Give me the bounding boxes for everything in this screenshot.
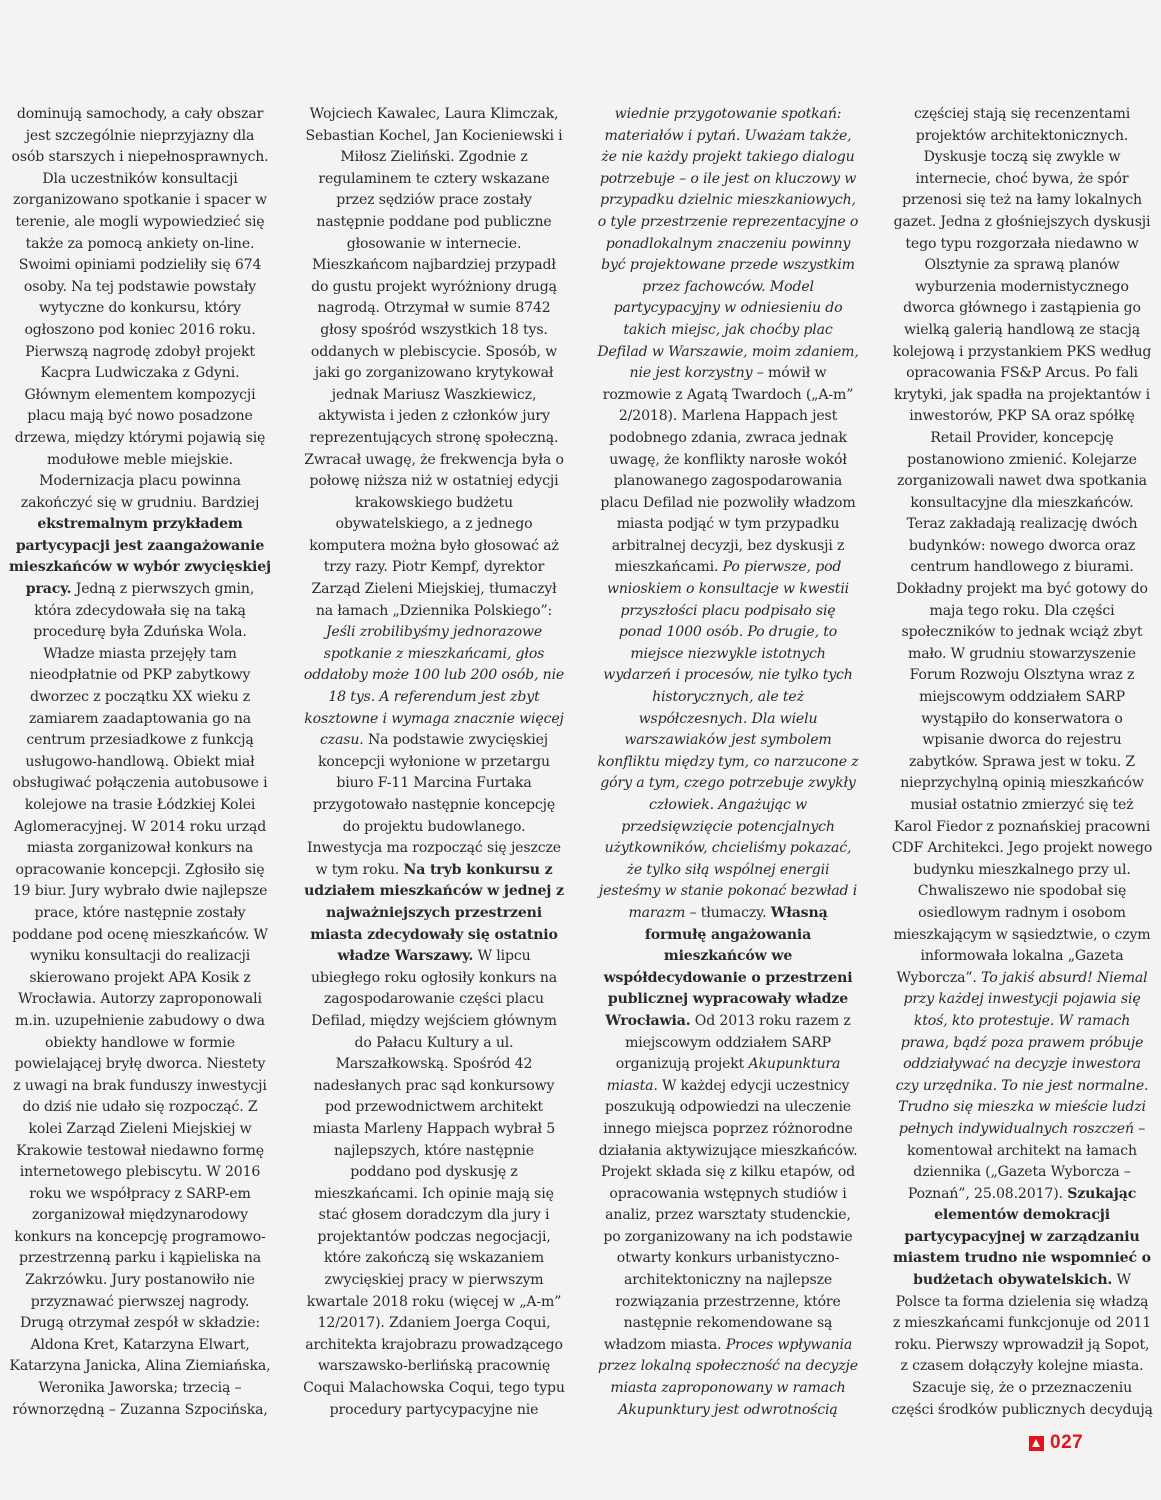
page-number: 027 (1050, 1432, 1084, 1453)
body-text: dominują samochody, a cały obszar jest szczególnie nieprzyjazny dla osób starszych i niepełnosprawnych. Dla uczestników konsultacji zorganizowano spotkanie i spacer w terenie, ale mogli wypowiedzieć się także za pomocą ankiety on-line. Swoimi opiniami podzieliły się 674 osoby. Na tej podstawie powstały wytyczne do konkursu, który ogłoszono pod koniec 2016 roku. Pierwszą nagrodę zdobył projekt Kacpra Ludwiczaka z Gdyni. Głównym elementem kompozycji placu mają być nowo posadzone drzewa, między którymi pojawią się modułowe meble miejskie. Modernizacja placu powinna zakończyć się w grudniu. Bardziej (11, 106, 269, 511)
body-text: Na podstawie zwycięskiej koncepcji wyłonione w przetargu biuro F-11 Marcina Furtaka przygotowało następnie koncepcję do projektu budowlanego. Inwestycja ma rozpocząć się jeszcze w tym roku. (307, 732, 561, 878)
body-text: Wojciech Kawalec, Laura Klimczak, Sebastian Kochel, Jan Kocieniewski i Miłosz Zieliński. Zgodnie z regulaminem te cztery wskazane przez sędziów prace zostały następnie poddane pod publiczne głosowanie w internecie. Mieszkańcom najbardziej przypadł do gustu projekt wyróżniony drugą nagrodą. Otrzymał w sumie 8742 głosy spośród wszystkich 18 tys. oddanych w plebiscycie. Sposób, w jaki go zorganizowano krytykował jednak Mariusz Waszkiewicz, aktywista i jeden z członków jury reprezentujących stronę społeczną. Zwracał uwagę, że frekwencja była o połowę niższa niż w ostatniej edycji krakowskiego budżetu obywatelskiego, a z jednego komputera można było głosować aż trzy razy. Piotr Kempf, dyrektor Zarząd Zieleni Miejskiej, tłumaczył na łamach „Dziennika Polskiego”: (304, 106, 564, 619)
body-text: częściej stają się recenzentami projektów architektonicznych. Dyskusje toczą się zwykle w internecie, choć bywa, że spór przenosi się też na łamy lokalnych gazet. Jedna z głośniejszych dyskusji tego typu rozgorzała niedawno w Olsztynie za sprawą planów wyburzenia modernistycznego dworca głównego i zastąpienia go wielką galerią handlową ze stacją kolejową i przystankiem PKS według opracowania FS&P Arcus. Po fali krytyki, jak spadła na projektantów i inwestorów, PKP SA oraz spółkę Retail Provider, koncepcję postanowiono zmienić. Kolejarze zorganizowali nawet dwa spotkania konsultacyjne dla mieszkańców. Teraz zakładają realizację dwóch budynków: nowego dworca oraz centrum handlowego z biurami. Dokładny projekt ma być gotowy do maja tego roku. Dla części społeczników to jednak wciąż zbyt mało. W grudniu stowarzyszenie Forum Rozwoju Olsztyna wraz z miejscowym oddziałem SARP wystąpiło do konserwatora o wpisanie dworca do rejestru zabytków. Sprawa jest w toku. Z nieprzychylną opinią mieszkańców musiał ostatnio zmierzyć się też Karol Fiedor z poznańskiej pracowni CDF Architekci. Jego projekt nowego budynku mieszkalnego przy ul. Chwaliszewo nie spodobał się osiedlowym radnym i osobom mieszkającym w sąsiedztwie, o czym informowała lokalna „Gazeta Wyborcza”. (891, 106, 1153, 986)
column-4-text (891, 104, 1153, 1419)
column-2 (303, 104, 565, 1419)
bold-lead-in: ekstremalnym przykładem partycypacji jest zaangażowanie mieszkańców w wybór zwycięskiej pracy. (9, 516, 271, 598)
bold-lead-in: Szukając elementów demokracji partycypacyjnej w zarządzaniu miastem trudno nie wspomnieć o budżetach obywatelskich. (893, 1185, 1151, 1289)
column-1 (9, 104, 271, 1419)
column-3-text (597, 104, 859, 1419)
italic-quote: Jeśli zrobilibyśmy jednorazowe spotkanie z mieszkańcami, głos oddałoby może 100 lub 200 osób, nie 18 tys. A referendum jest zbyt kosztowne i wymaga znacznie więcej czasu. (303, 624, 565, 749)
body-text: – mówił w rozmowie z Agatą Twardoch („A-m” 2/2018). Marlena Happach jest podobnego zdania, zwraca jednak uwagę, że konflikty narosłe wokół planowanego zagospodarowania placu Defilad nie pozwoliły władzom miasta podjąć w tym przypadku arbitralnej decyzji, bez dyskusji z mieszkańcami. (600, 365, 856, 576)
column-4 (891, 104, 1153, 1419)
italic-quote: wiednie przygotowanie spotkań: materiałów i pytań. Uważam także, że nie każdy projekt takiego dialogu potrzebuje – o ile jest on kluczowy w przypadku dzielnic mieszkaniowych, o tyle przestrzenie reprezentacyjne o ponadlokalnym znaczeniu powinny być projektowane przede wszystkim przez fachowców. Model partycypacyjny w odniesieniu do takich miejsc, jak choćby plac Defilad w Warszawie, moim zdaniem, nie jest korzystny (597, 106, 859, 382)
body-text: W każdej edycji uczestnicy poszukują odpowiedzi na uleczenie innego miejsca poprzez różnorodne działania aktywizujące mieszkańców. Projekt składa się z kilku etapów, od opracowania wstępnych studiów i analiz, przez warsztaty studenckie, po zorganizowany na ich podstawie otwarty konkurs urbanistyczno-architektoniczny na najlepsze rozwiązania przestrzenne, które następnie rekomendowane są władzom miasta. (598, 1077, 858, 1353)
italic-quote: To jakiś absurd! Niemal przy każdej inwestycji pojawia się ktoś, kto protestuje. W ramach prawa, bądź poza prawem próbuje oddziaływać na decyzje inwestora czy urzędnika. To nie jest normalne. Trudno się mieszka w mieście ludzi pełnych indywidualnych roszczeń (895, 969, 1149, 1137)
a-m-logo-icon (1029, 1436, 1044, 1451)
italic-quote: Po pierwsze, pod wnioskiem o konsultacje w kwestii przyszłości placu podpisało się ponad 1000 osób. Po drugie, to miejsce niezwykle istotnych wydarzeń i procesów, nie tylko tych historycznych, ale też współczesnych. Dla wielu warszawiaków jest symbolem konfliktu między tym, co narzucone z góry a tym, czego potrzebuje zwykły człowiek. Angażując w przedsięwzięcie potencjalnych użytkowników, chcieliśmy pokazać, że tylko siłą wspólnej energii jesteśmy w stanie pokonać bezwład i marazm (597, 559, 859, 921)
page-footer (1029, 1432, 1083, 1454)
body-text: – komentował architekt na łamach dziennika („Gazeta Wyborcza – Poznań”, 25.08.2017). (907, 1120, 1146, 1202)
body-text: – tłumaczy. (685, 904, 771, 921)
column-3 (597, 104, 859, 1419)
article-columns (9, 104, 1161, 1419)
bold-lead-in: Własną formułę angażowania mieszkańców we współdecydowanie o przestrzeni publicznej wypracowały władze Wrocławia. (603, 904, 853, 1029)
bold-lead-in: Na tryb konkursu z udziałem mieszkańców w jednej z najważniejszych przestrzeni miasta zdecydowały się ostatnio władze Warszawy. (304, 861, 564, 965)
body-text: W lipcu ubiegłego roku ogłosiły konkurs na zagospodarowanie części placu Defilad, między wejściem głównym do Pałacu Kultury a ul. Marszałkowską. Spośród 42 nadesłanych prac sąd konkursowy pod przewodnictwem architekt miasta Marleny Happach wybrał 5 najlepszych, które następnie poddano pod dyskusję z mieszkańcami. Ich opinie mają się stać głosem doradczym dla jury i projektantów podczas negocjacji, które zakończą się wskazaniem zwycięskiej pracy w pierwszym kwartale 2018 roku (więcej w „A-m” 12/2017). Zdaniem Joerga Coqui, architekta krajobrazu prowadzącego warszawsko-berlińską pracownię Coqui Malachowska Coqui, tego typu procedury partycypacyjne nie (303, 948, 565, 1418)
italic-quote: Proces wpływania przez lokalną społeczność na decyzje miasta zaproponowany w ramach Akupunktury jest odwrotnością (598, 1336, 858, 1418)
column-1-text (9, 104, 271, 1419)
italic-quote: Akupunktura miasta. (606, 1056, 841, 1094)
body-text: Od 2013 roku razem z miejscowym oddziałem SARP organizują projekt (615, 1012, 851, 1073)
column-2-text (303, 104, 565, 1419)
body-text: Jedną z pierwszych gmin, która zdecydowała się na taką procedurę była Zduńska Wola. Władze miasta przejęły tam nieodpłatnie od PKP zabytkowy dworzec z początku XX wieku z zamiarem zaadaptowania go na centrum przesiadkowe z funkcją usługowo-handlową. Obiekt miał obsługiwać połączenia autobusowe i kolejowe na trasie Łódzkiej Kolei Aglomeracyjnej. W 2014 roku urząd miasta zorganizował konkurs na opracowanie koncepcji. Zgłosiło się 19 biur. Jury wybrało dwie najlepsze prace, które następnie zostały poddane pod ocenę mieszkańców. W wyniku konsultacji do realizacji skierowano projekt APA Kosik z Wrocławia. Autorzy zaproponowali m.in. uzupełnienie zabudowy o dwa obiekty handlowe w formie powielającej bryłę dworca. Niestety z uwagi na brak funduszy inwestycji do dziś nie udało się rozpocząć. Z kolei Zarząd Zieleni Miejskiej w Krakowie testował niedawno formę internetowego plebiscytu. W 2016 roku we współpracy z SARP-em zorganizował międzynarodowy konkurs na koncepcję programowo-przestrzenną parku i kąpieliska na Zakrzówku. Jury postanowiło nie przyznawać pierwszej nagrody. Drugą otrzymał zespół w składzie: Aldona Kret, Katarzyna Elwart, Katarzyna Janicka, Alina Ziemiańska, Weronika Jaworska; trzecią – równorzędną – Zuzanna Szpocińska, (9, 581, 271, 1418)
body-text: W Polsce ta forma dzielenia się władzą z mieszkańcami funkcjonuje od 2011 roku. Pierwszy wprowadził ją Sopot, z czasem dołączyły kolejne miasta. Szacuje się, że o przeznaczeniu części środków publicznych decydują (891, 1272, 1153, 1418)
